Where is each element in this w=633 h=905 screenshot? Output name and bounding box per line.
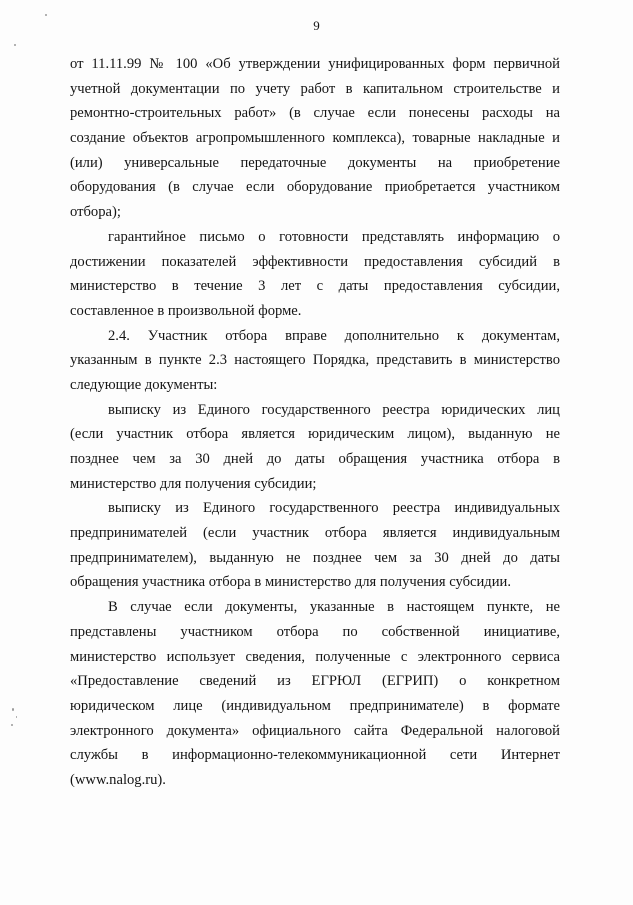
paragraph — [70, 225, 560, 324]
text-line: министерство использует сведения, полученные с электронного сервиса — [70, 648, 560, 665]
text-line: министерство для получения субсидии; — [70, 475, 317, 492]
text-line: выписку из Единого государственного реестра индивидуальных — [108, 500, 560, 517]
text-line: предпринимателей (если участник отбора является индивидуальным — [70, 525, 560, 542]
paragraph — [70, 324, 560, 398]
text-line: выписку из Единого государственного реестра юридических лиц — [108, 401, 560, 418]
text-line: представлены участником отбора по собственной инициативе, — [70, 623, 560, 640]
text-line: позднее чем за 30 дней до даты обращения участника отбора в — [70, 451, 560, 467]
text-line: создание объектов агропромышленного комплекса), товарные накладные и — [70, 130, 560, 147]
paragraph — [70, 595, 560, 793]
text-line: гарантийное письмо о готовности представлять информацию о — [108, 228, 560, 245]
text-line: отбора); — [70, 204, 121, 221]
page-number: 9 — [313, 18, 320, 33]
text-line: службы в информационно-телекоммуникационной сети Интернет — [70, 747, 560, 764]
text-line: предпринимателем), выданную не позднее чем за 30 дней до даты — [70, 549, 560, 566]
paragraph — [70, 52, 560, 225]
text-line: обращения участника отбора в министерство для получения субсидии. — [70, 574, 511, 591]
scan-speck — [14, 44, 16, 46]
scan-speck — [11, 724, 13, 726]
text-line: ремонтно-строительных работ» (в случае если понесены расходы на — [70, 105, 560, 122]
text-line: следующие документы: — [70, 376, 218, 393]
text-line: «Предоставление сведений из ЕГРЮЛ (ЕГРИП) о конкретном — [70, 673, 560, 690]
text-line: учетной документации по учету работ в капитальном строительстве и — [70, 80, 560, 97]
text-line: электронного документа» официального сайта Федеральной налоговой — [70, 722, 560, 739]
paragraph — [70, 496, 560, 595]
paragraph — [70, 398, 560, 497]
scan-speck — [12, 708, 14, 711]
text-line: составленное в произвольной форме. — [70, 302, 302, 319]
text-line: министерство в течение 3 лет с даты предоставления субсидии, — [70, 278, 560, 295]
text-line: (или) универсальные передаточные документы на приобретение — [70, 154, 560, 171]
text-line: оборудования (в случае если оборудование приобретается участником — [70, 179, 560, 196]
document-body — [70, 52, 560, 793]
text-line: юридическом лице (индивидуальном предпринимателе) в формате — [70, 697, 560, 714]
text-line: достижении показателей эффективности предоставления субсидий в — [70, 253, 560, 270]
scan-speck — [16, 716, 17, 718]
scan-speck — [45, 14, 47, 16]
text-line: (если участник отбора является юридическим лицом), выданную не — [70, 426, 560, 443]
text-line: В случае если документы, указанные в настоящем пункте, не — [108, 599, 560, 616]
text-line: указанным в пункте 2.3 настоящего Порядка, представить в министерство — [70, 352, 560, 369]
text-line: 2.4. Участник отбора вправе дополнительно к документам, — [108, 327, 560, 344]
text-line: от 11.11.99 № 100 «Об утверждении унифицированных форм первичной — [70, 56, 560, 72]
text-line: (www.nalog.ru). — [70, 771, 166, 788]
